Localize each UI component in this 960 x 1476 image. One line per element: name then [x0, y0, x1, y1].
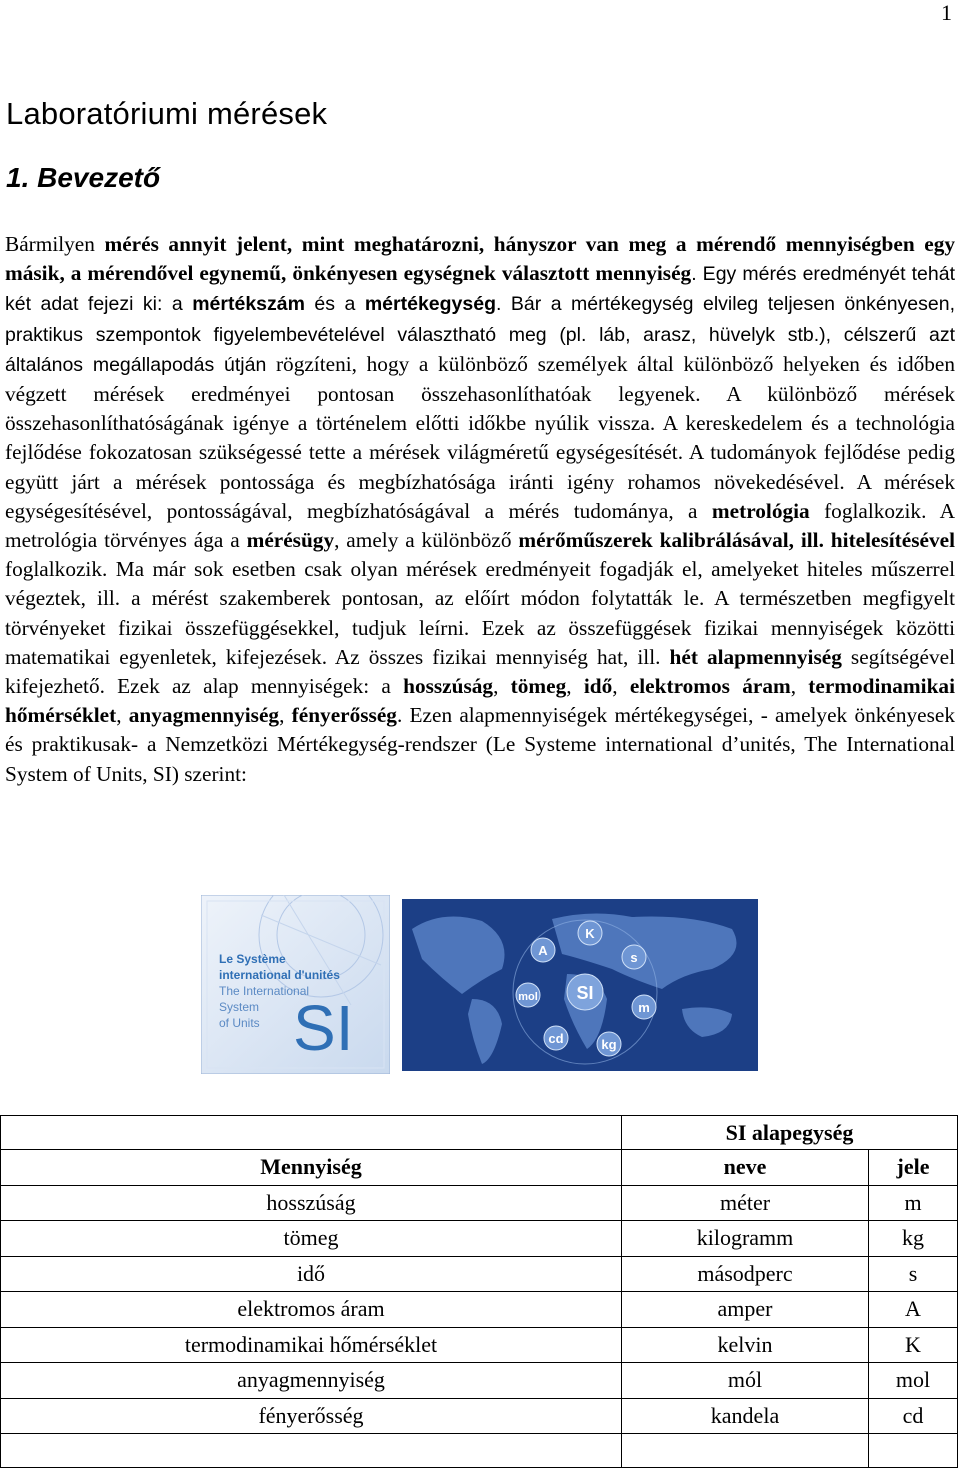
page-title: Laboratóriumi mérések [6, 96, 328, 131]
si-world-map-image [402, 899, 758, 1071]
table-row [1, 1116, 958, 1150]
table-cell [1, 1116, 622, 1150]
unit-name-cell: méter [622, 1185, 869, 1221]
unit-badge-label: mol [518, 991, 538, 1003]
column-header-symbol: jele [869, 1150, 958, 1186]
text-run-bold: hosszúság [403, 674, 494, 699]
table-row [1, 1185, 958, 1221]
quantity-cell: fényerősség [1, 1398, 622, 1434]
unit-symbol-cell: s [869, 1256, 958, 1292]
unit-badge-label: m [638, 1000, 650, 1015]
world-si: SI [576, 983, 594, 1003]
unit-symbol-cell: mol [869, 1363, 958, 1399]
logo-text-3: The International [219, 984, 310, 998]
text-run-bold: idő [583, 674, 613, 699]
unit-badge-label: kg [601, 1037, 617, 1052]
text-run-bold: metrológia [711, 498, 810, 523]
quantity-cell: anyagmennyiség [1, 1363, 622, 1399]
text-run: , [116, 703, 129, 728]
si-logo-image [201, 895, 390, 1074]
text-run-bold: mértékszám [192, 293, 305, 316]
unit-name-cell: mól [622, 1363, 869, 1399]
text-run: Bármilyen [5, 232, 105, 256]
table-cell [869, 1434, 958, 1468]
unit-badge-label: cd [548, 1031, 564, 1046]
text-run-bold: hét alapmennyiség [669, 644, 842, 669]
logo-text-5: of Units [219, 1016, 260, 1030]
text-run: , [790, 674, 809, 699]
quantity-cell: tömeg [1, 1221, 622, 1257]
group-header: SI alapegység [622, 1116, 958, 1150]
table-row [1, 1434, 958, 1468]
si-units-table [0, 1115, 958, 1468]
unit-badge-label: K [585, 926, 595, 941]
text-run-bold: mérőműszerek kalibrálásával, ill. hitelesítésével [518, 528, 955, 553]
unit-name-cell: másodperc [622, 1256, 869, 1292]
unit-name-cell: kandela [622, 1398, 869, 1434]
unit-symbol-cell: K [869, 1327, 958, 1363]
logo-si: SI [293, 992, 354, 1064]
unit-badge-label: A [538, 943, 548, 958]
intro-paragraph [5, 230, 955, 789]
quantity-cell: hosszúság [1, 1185, 622, 1221]
text-run-bold: tömeg [510, 674, 567, 699]
text-run-bold: mérés annyit jelent, mint meghatározni, hányszor van meg a mérendő mennyiségben egy másik, a mérendővel egynemű, önkényesen egységnek választott mennyiség [5, 232, 955, 286]
unit-name-cell: kelvin [622, 1327, 869, 1363]
text-run-bold: mértékegység [364, 293, 496, 316]
quantity-cell: elektromos áram [1, 1292, 622, 1328]
unit-name-cell: amper [622, 1292, 869, 1328]
text-run: rögzíteni, hogy a különböző személyek által különböző helyeken és időben végzett mérések eredményei pontosan összehasonlíthatóak legyenek. A különböző mérések összehasonlíthatóságának igénye a történelem előtti időkbe nyúlik vissza. A kereskedelem és a technológia fejlődése fokozatosan szükségessé tette a mérések világméretű egységesítését. A tudományok fejlődése pedig együtt járt a mérések pontossága és megbízhatósága iránti igény rohamos növekedésével. A mérések egységesítésével, pontosságával, megbízhatóságával a mérés tudománya, a [5, 351, 955, 523]
text-run-bold: anyagmennyiség [128, 703, 280, 728]
page-number: 1 [941, 0, 952, 25]
column-header-name: neve [622, 1150, 869, 1186]
text-run-bold: termodinamikai hőmérséklet [5, 674, 955, 728]
logo-text-4: System [219, 1000, 260, 1014]
quantity-cell: idő [1, 1256, 622, 1292]
column-header-quantity: Mennyiség [1, 1150, 622, 1186]
text-run: és a [304, 293, 365, 316]
text-run: , [279, 703, 292, 728]
table-row [1, 1363, 958, 1399]
table-row [1, 1398, 958, 1434]
table-row [1, 1256, 958, 1292]
text-run: , [493, 674, 511, 699]
table-cell [1, 1434, 622, 1468]
text-run: , [566, 674, 584, 699]
unit-name-cell: kilogramm [622, 1221, 869, 1257]
text-run: . Ezen alapmennyiségek mértékegységei, - amelyek önkényesek és praktikusak- a Nemzetközi Mértékegység-rendszer (Le Systeme international d’unités, The International System of Units, SI) szerint: [5, 703, 955, 786]
text-run: segítségével kifejezhető. Ezek az alap mennyiségek: a [5, 644, 955, 699]
text-run-bold: elektromos áram [629, 674, 791, 699]
quantity-cell: termodinamikai hőmérséklet [1, 1327, 622, 1363]
unit-symbol-cell: m [869, 1185, 958, 1221]
text-run: . Egy mérés eredményét tehát két adat fejezi ki: a [5, 263, 956, 316]
section-heading: 1. Bevezető [6, 162, 161, 193]
table-cell [622, 1434, 869, 1468]
text-run: foglalkozik. Ma már sok esetben csak olyan mérések eredményeit fogadják el, amelyeket hiteles műszerrel végeztek, ill. a mérést szakemberek pontosan, az előírt módon folytatták le. A természetben megfigyelt törvényeket fizikai összefüggésekkel, tudjuk leírni. Ezek az összefüggések fizikai mennyiségek közötti matematikai egyenletek, kifejezések. Az összes fizikai mennyiség hat, ill. [5, 557, 955, 669]
table-row [1, 1327, 958, 1363]
unit-badge-label: s [630, 950, 638, 965]
unit-symbol-cell: cd [869, 1398, 958, 1434]
table-header-row [1, 1150, 958, 1186]
text-run: . Bár a mértékegység elvileg teljesen önkényesen, praktikus szempontok figyelembevételével választható meg (pl. láb, arasz, hüvelyk stb.), célszerű azt általános megállapodás útján [5, 293, 956, 376]
text-run: , amely a különböző [334, 528, 519, 553]
logo-text-2: international d'unités [219, 968, 340, 982]
text-run-bold: fényerősség [291, 703, 397, 728]
table-row [1, 1221, 958, 1257]
text-run-bold: mérésügy [246, 528, 335, 553]
unit-symbol-cell: A [869, 1292, 958, 1328]
text-run: foglalkozik. A metrológia törvényes ága a [5, 498, 955, 553]
table-row [1, 1292, 958, 1328]
logo-text-1: Le Système [219, 952, 286, 966]
unit-symbol-cell: kg [869, 1221, 958, 1257]
text-run: , [612, 674, 630, 699]
